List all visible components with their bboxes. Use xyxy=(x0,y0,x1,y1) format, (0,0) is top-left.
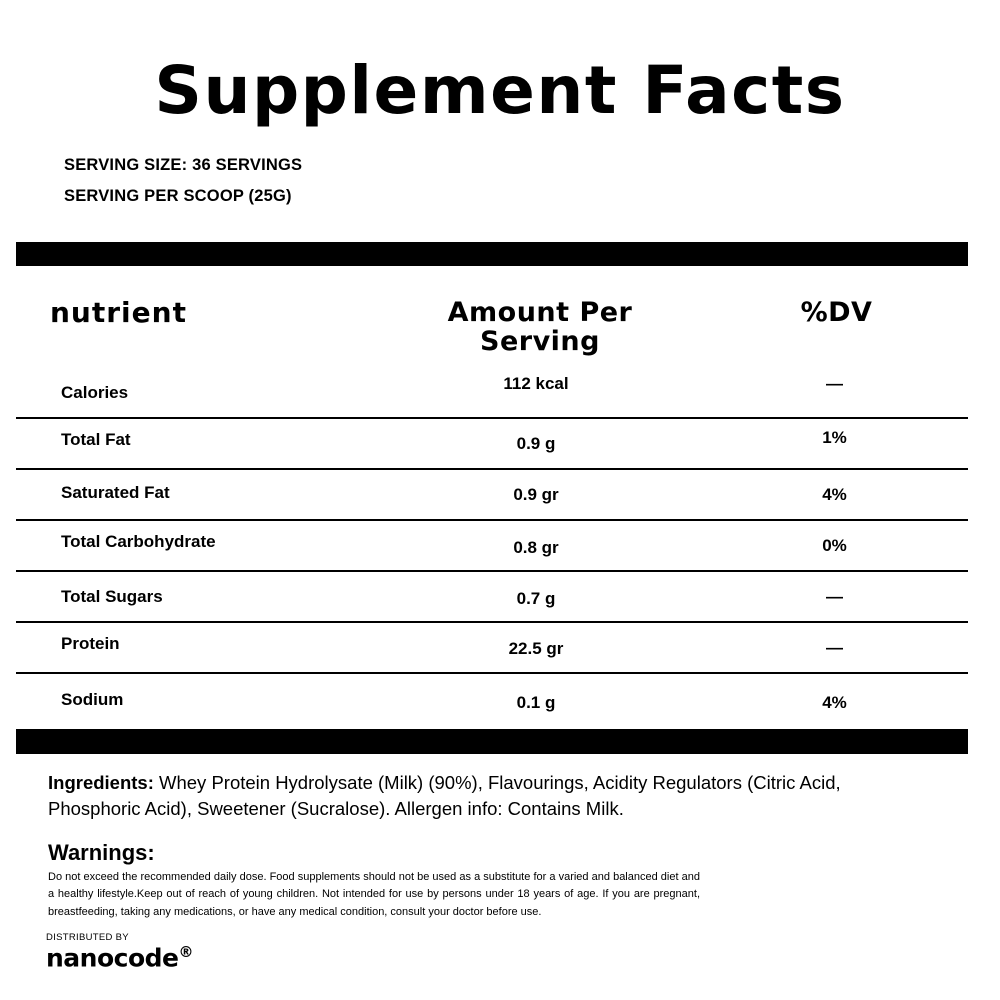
warnings-heading: Warnings: xyxy=(48,840,155,865)
cell-amount: 112 kcal xyxy=(503,373,569,393)
page-title: Supplement Facts xyxy=(154,52,846,129)
nutrition-table xyxy=(16,290,968,725)
cell-amount: 0.9 g xyxy=(516,433,556,453)
cell-dv: 0% xyxy=(822,535,847,555)
distributed-by-label: DISTRIBUTED BY xyxy=(46,932,129,943)
ingredients-section xyxy=(48,770,848,823)
cell-nutrient: Saturated Fat xyxy=(61,482,170,502)
cell-dv: — xyxy=(826,373,843,393)
cell-dv: 4% xyxy=(822,692,847,712)
warnings-text: Do not exceed the recommended daily dose. Food supplements should not be used as a substitute for a varied and balanced diet and a healthy lifestyle.Keep out of reach of young children. Not intended for use by persons under 18 years of age. If you are pregnant, breastfeeding, taking any medications, or have any medical condition, consult your doctor before use. xyxy=(48,871,700,918)
table-row xyxy=(16,368,968,419)
table-row xyxy=(16,521,968,572)
serving-size-line: SERVING SIZE: 36 SERVINGS xyxy=(64,156,303,174)
cell-dv: — xyxy=(826,586,843,606)
cell-nutrient: Total Carbohydrate xyxy=(61,531,216,551)
brand-logo xyxy=(46,943,194,972)
cell-dv: 4% xyxy=(822,484,847,504)
table-header-row xyxy=(16,290,968,368)
serving-per-scoop-line: SERVING PER SCOOP (25G) xyxy=(64,187,292,205)
cell-nutrient: Calories xyxy=(61,382,129,402)
serving-info xyxy=(64,156,764,218)
cell-amount: 22.5 gr xyxy=(508,638,564,658)
divider-bar-top xyxy=(16,242,968,266)
table-row xyxy=(16,674,968,725)
brand-name: nanocode xyxy=(46,943,179,973)
divider-bar-bottom xyxy=(16,729,968,754)
table-row xyxy=(16,572,968,623)
registered-trademark-icon: ® xyxy=(178,943,194,961)
cell-nutrient: Total Sugars xyxy=(61,586,163,606)
column-header-nutrient: nutrient xyxy=(50,296,187,329)
cell-dv: 1% xyxy=(822,427,847,447)
table-row xyxy=(16,470,968,521)
ingredients-text: Whey Protein Hydrolysate (Milk) (90%), Flavourings, Acidity Regulators (Citric Acid, Phosphoric Acid), Sweetener (Sucralose). Allergen info: Contains Milk. xyxy=(48,772,841,820)
table-row xyxy=(16,623,968,674)
column-header-percent-dv: %DV xyxy=(800,297,873,328)
cell-amount: 0.9 gr xyxy=(513,484,559,504)
ingredients-label: Ingredients: xyxy=(48,772,154,793)
table-row xyxy=(16,419,968,470)
cell-amount: 0.8 gr xyxy=(513,537,559,557)
cell-nutrient: Total Fat xyxy=(61,429,131,449)
cell-amount: 0.7 g xyxy=(516,588,556,608)
cell-nutrient: Protein xyxy=(61,633,120,653)
cell-amount: 0.1 g xyxy=(516,692,556,712)
cell-nutrient: Sodium xyxy=(61,689,124,709)
cell-dv: — xyxy=(826,637,843,657)
column-header-amount-per-serving: Amount Per Serving xyxy=(447,297,633,358)
